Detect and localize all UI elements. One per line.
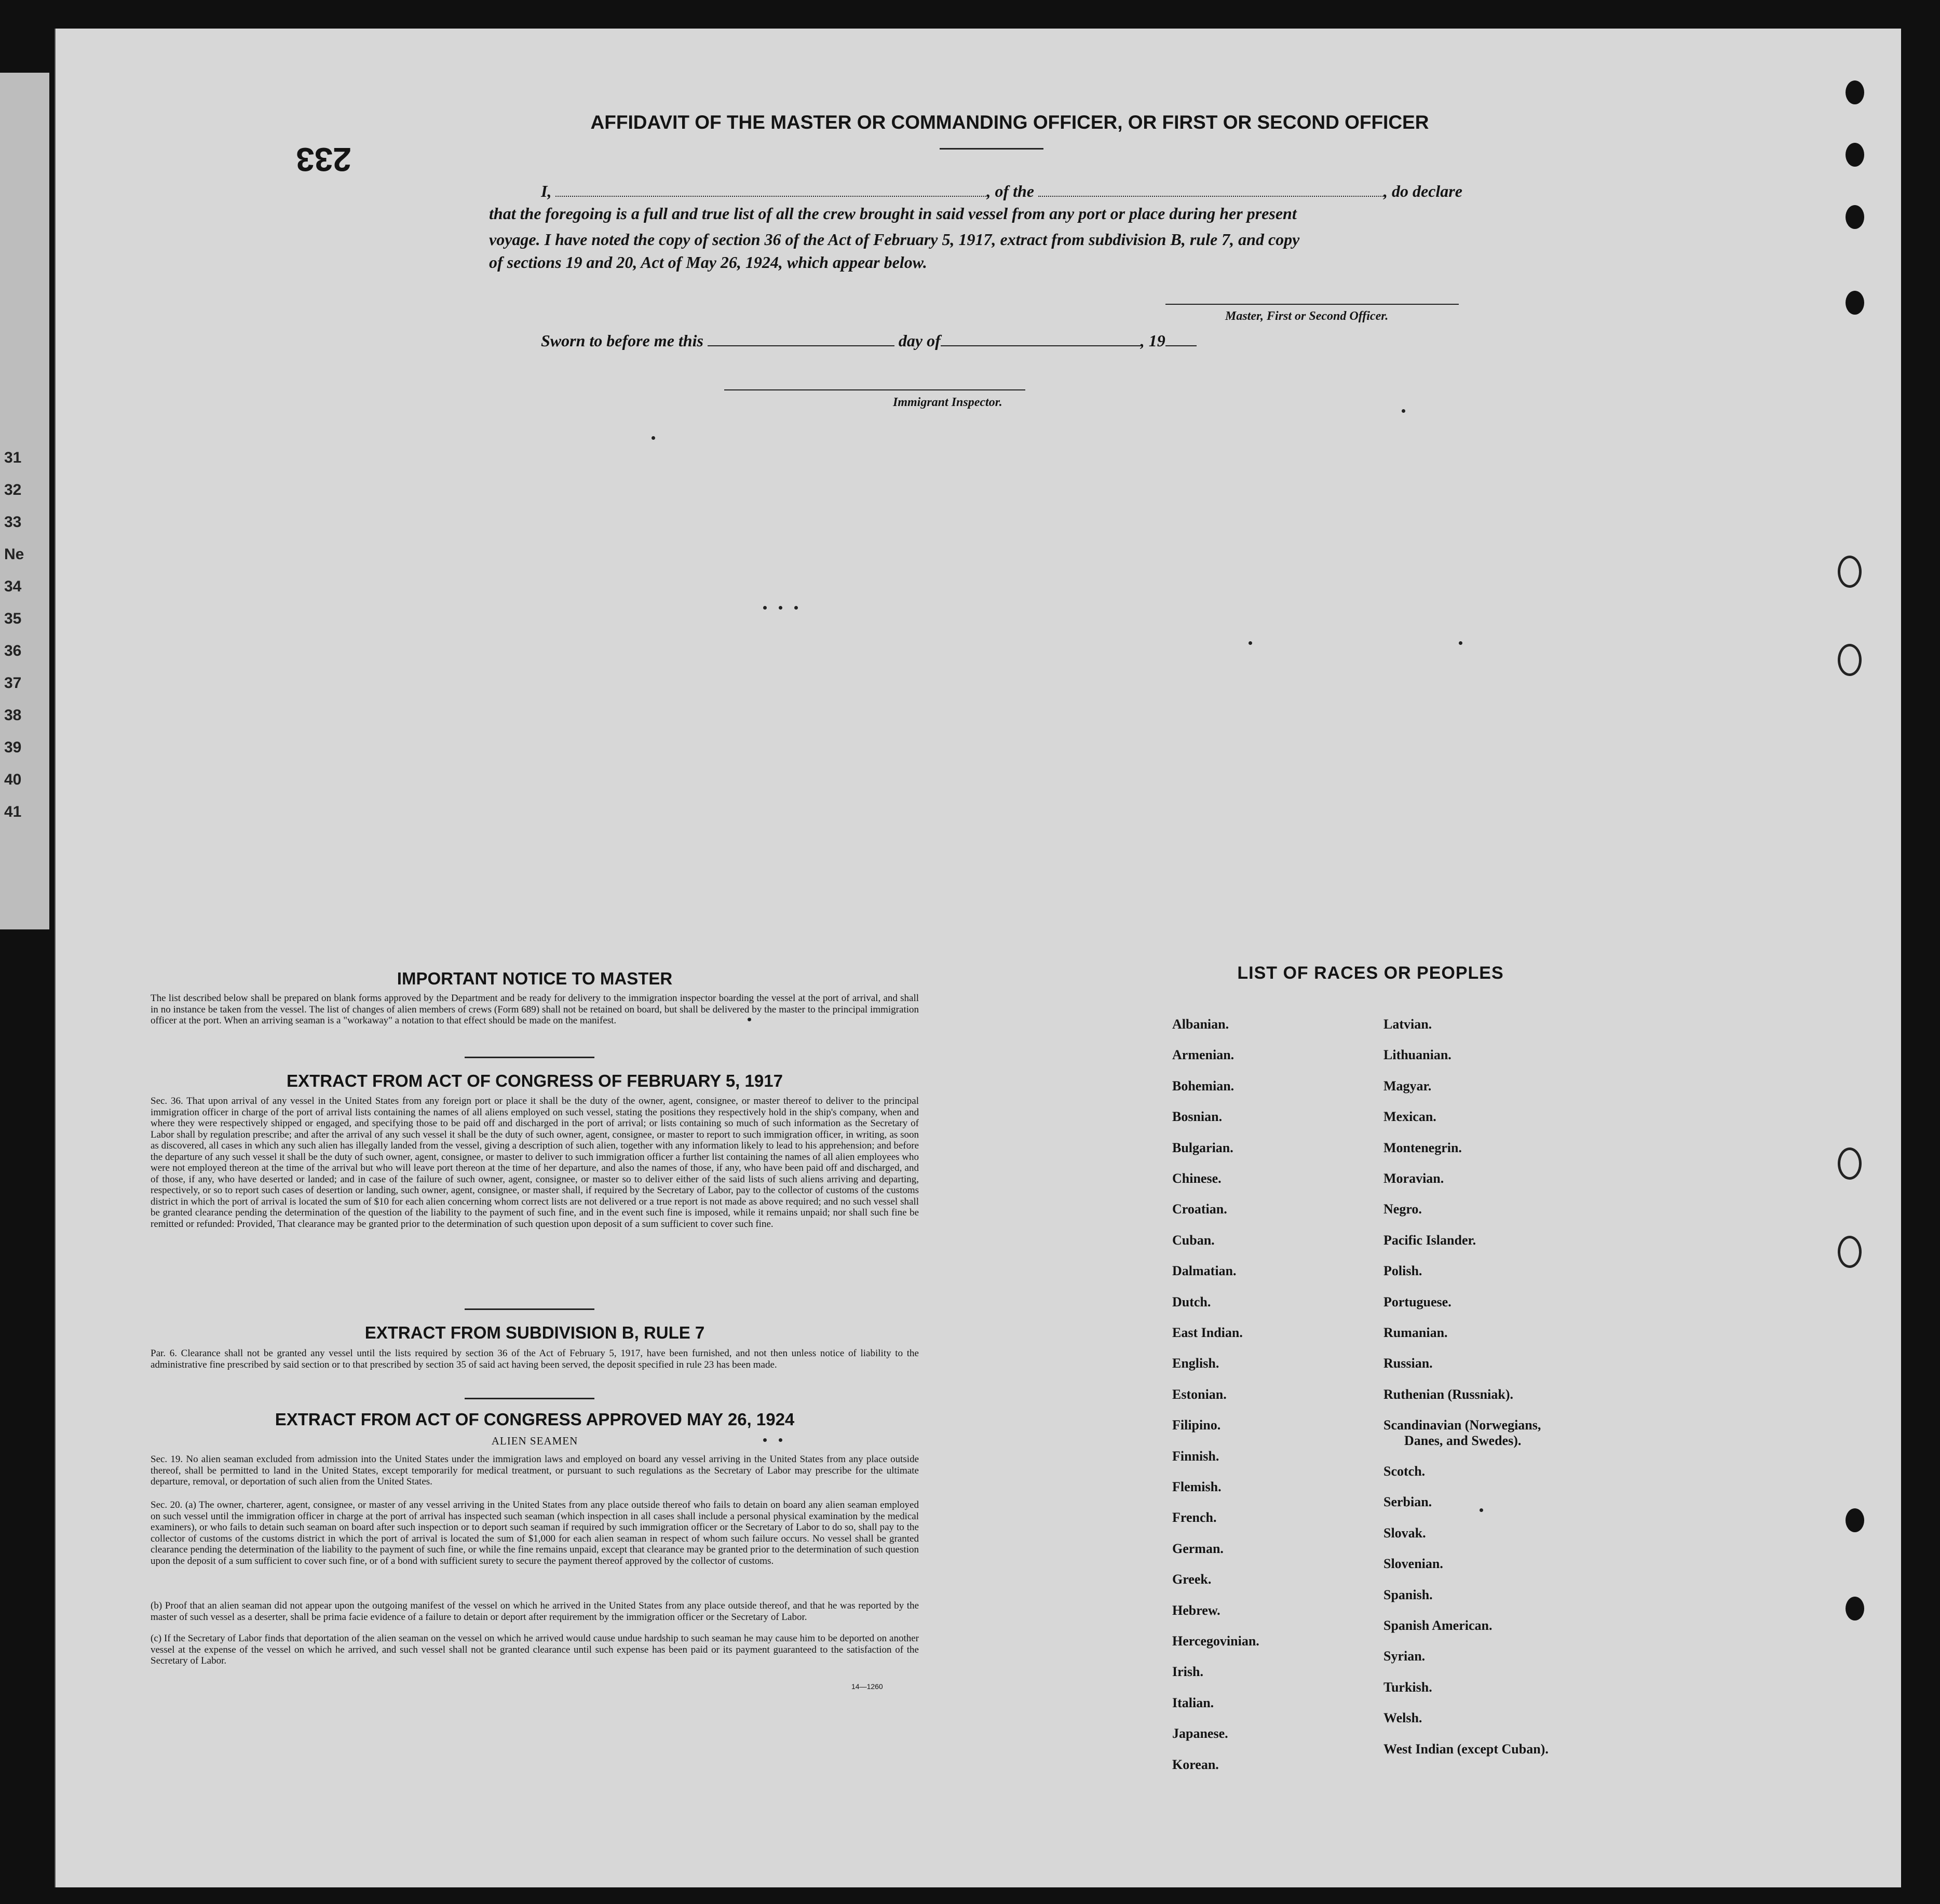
race-item: Bosnian. bbox=[1172, 1109, 1223, 1125]
race-item: Korean. bbox=[1172, 1757, 1219, 1772]
race-item: Flemish. bbox=[1172, 1479, 1222, 1494]
race-item: Croatian. bbox=[1172, 1201, 1227, 1217]
declarant-name-blank bbox=[555, 196, 986, 197]
race-item: Japanese. bbox=[1172, 1726, 1228, 1741]
alien-seamen-subtitle: ALIEN SEAMEN bbox=[491, 1435, 578, 1447]
side-line-number: 38 bbox=[4, 707, 22, 724]
binder-hole bbox=[1846, 80, 1864, 104]
race-item: Moravian. bbox=[1383, 1171, 1444, 1186]
side-line-number: 37 bbox=[4, 674, 22, 692]
rule7-title: EXTRACT FROM SUBDIVISION B, RULE 7 bbox=[364, 1323, 705, 1342]
side-line-number: 34 bbox=[4, 578, 22, 595]
scan-speck bbox=[779, 1438, 782, 1442]
extract-1917-title: EXTRACT FROM ACT OF CONGRESS OF FEBRUARY 5, 1917 bbox=[287, 1071, 783, 1090]
side-line-number: 31 bbox=[4, 449, 22, 466]
race-item: Lithuanian. bbox=[1383, 1047, 1451, 1063]
race-item: French. bbox=[1172, 1510, 1217, 1525]
race-item: Finnish. bbox=[1172, 1448, 1219, 1464]
race-item: Syrian. bbox=[1383, 1649, 1426, 1664]
race-item: Russian. bbox=[1383, 1356, 1433, 1371]
sec-20a-body: Sec. 20. (a) The owner, charterer, agent, consignee, or master of any vessel arriving in the United States from any place outside thereof who fails to detain on board any alien seaman employed on such vessel until the immigration officer in charge at the port of arrival has inspected such seaman (which inspection in all cases shall include a personal physical examination by the medical examiners), or who fails to detain such seaman on board after such inspection or to deport such seaman if required by such immigration officer or the Secretary of Labor to do so, shall pay to the collector of customs of the customs district in which the port of arrival is located the sum of $1,000 for each alien seaman in respect of whom such failure occurs. No vessel shall be granted clearance pending the determination of the liability to the payment of such fine, or while the fine remains unpaid, except that clearance may be granted prior to the determination of such question upon the deposit of a sum sufficient to cover such fine, or of a bond with sufficient surety to secure the payment thereof approved by the collector of customs. bbox=[151, 1500, 919, 1567]
extract-1924-title: EXTRACT FROM ACT OF CONGRESS APPROVED MAY 26, 1924 bbox=[275, 1410, 795, 1429]
race-item: East Indian. bbox=[1172, 1325, 1243, 1340]
page-counter: 233 bbox=[296, 141, 351, 178]
scan-speck bbox=[763, 1438, 767, 1442]
scan-speck bbox=[779, 606, 782, 610]
race-item: Italian. bbox=[1172, 1695, 1214, 1710]
race-item: Turkish. bbox=[1383, 1679, 1432, 1695]
race-item: Spanish American. bbox=[1383, 1618, 1493, 1633]
divider bbox=[465, 1308, 594, 1310]
race-item: Slovenian. bbox=[1383, 1556, 1443, 1572]
race-item: Bohemian. bbox=[1172, 1078, 1234, 1093]
declare-suffix: , do declare bbox=[1383, 182, 1462, 200]
affidavit-declarant-line bbox=[541, 182, 1512, 201]
sworn-year-blank bbox=[1165, 345, 1197, 346]
race-item: Serbian. bbox=[1383, 1494, 1432, 1510]
race-item: West Indian (except Cuban). bbox=[1383, 1741, 1549, 1757]
side-line-number: 32 bbox=[4, 481, 22, 498]
race-item: Latvian. bbox=[1383, 1017, 1432, 1032]
race-item: Pacific Islander. bbox=[1383, 1232, 1476, 1248]
binder-hole bbox=[1846, 1597, 1864, 1621]
race-item: Bulgarian. bbox=[1172, 1140, 1233, 1155]
race-item: Armenian. bbox=[1172, 1047, 1234, 1063]
side-number-strip bbox=[0, 73, 49, 929]
sworn-line bbox=[541, 331, 1268, 350]
sworn-day-blank bbox=[708, 345, 894, 346]
sworn-day-of: day of bbox=[898, 331, 941, 350]
race-item: Rumanian. bbox=[1383, 1325, 1448, 1340]
affidavit-line-2: that the foregoing is a full and true list of all the crew brought in said vessel from any port or place during her present bbox=[489, 204, 1297, 223]
sec-20b-body: (b) Proof that an alien seaman did not appear upon the outgoing manifest of the vessel on which he arrived in the United States from any place outside thereof, and that he was reported by the master of such vessel as a deserter, shall be prima facie evidence of a failure to detain or deport after requirement by the immigration officer or the Secretary of Labor. bbox=[151, 1600, 919, 1623]
vessel-prefix: , of the bbox=[986, 182, 1034, 200]
scan-speck bbox=[1480, 1508, 1483, 1512]
side-line-number: 40 bbox=[4, 771, 22, 788]
scan-speck bbox=[1459, 641, 1462, 645]
binder-ring-hole bbox=[1838, 1236, 1862, 1268]
binder-hole bbox=[1846, 143, 1864, 167]
scan-speck bbox=[794, 606, 798, 610]
side-line-number: 35 bbox=[4, 610, 22, 627]
race-item: Welsh. bbox=[1383, 1710, 1422, 1726]
race-item: Scandinavian (Norwegians, bbox=[1383, 1417, 1541, 1433]
race-item: English. bbox=[1172, 1356, 1219, 1371]
race-item: Dalmatian. bbox=[1172, 1263, 1237, 1279]
race-item: Albanian. bbox=[1172, 1017, 1229, 1032]
race-item: Estonian. bbox=[1172, 1386, 1227, 1402]
sworn-month-blank bbox=[941, 345, 1141, 346]
extract-1917-body: Sec. 36. That upon arrival of any vessel in the United States from any foreign port or place it shall be the duty of the owner, agent, consignee, or master thereof to deliver to the principal immigration officer in charge of the port of arrival lists containing the names of all aliens employed on such vessel, stating the positions they respectively hold in the ship's company, when and where they were respectively shipped or engaged, and specifying those to be paid off and discharged in the port of arrival; or lists containing so much of such information as the Secretary of Labor shall by regulation prescribe; and after the arrival of any such vessel it shall be the duty of such owner, agent, consignee, or master to report to such immigration officer, in writing, as soon as discovered, all cases in which any such alien has illegally landed from the vessel, giving a description of such alien, together with any information likely to lead to his apprehension; and before the departure of any such vessel it shall be the duty of such owner, agent, consignee, or master to deliver to such immigration officer a further list containing the names of all alien employees who were not employed thereon at the time of the arrival but who will leave port thereon at the time of her departure, and also the names of those, if any, who have been paid off and discharged, and of those, if any, who have deserted or landed; and in case of the failure of such owner, agent, consignee, or master so to deliver either of the said lists of such aliens arriving and departing, respectively, or so to report such cases of desertion or landing, such owner, agent, consignee, or master shall, if required by the Secretary of Labor, pay to the collector of customs of the customs district in which the port of arrival is located the sum of $10 for each alien concerning whom correct lists are not delivered or a true report is not made as above required; and no such vessel shall be granted clearance pending the determination of the question of the liability to the payment of such fine, and in the event such fine is imposed, while it remains unpaid; nor shall such fine be remitted or refunded: Provided, That clearance may be granted prior to the determination of such question upon deposit of a sum sufficient to cover such fine. bbox=[151, 1096, 919, 1230]
notice-body: The list described below shall be prepared on blank forms approved by the Department and be ready for delivery to the immigration inspector boarding the vessel at the port of arrival, and shall in no instance be taken from the vessel. The list of changes of alien members of crews (Form 689) shall not be retained on board, but shall be delivered by the master to the principal immigration officer at the port. When an arriving seaman is a "workaway" a notation to that effect should be made on the manifest. bbox=[151, 993, 919, 1026]
binder-ring-hole bbox=[1838, 644, 1862, 676]
race-item: Greek. bbox=[1172, 1572, 1212, 1587]
side-line-number: 39 bbox=[4, 739, 22, 756]
race-item: German. bbox=[1172, 1541, 1224, 1556]
race-item: Scotch. bbox=[1383, 1464, 1426, 1479]
race-item: Filipino. bbox=[1172, 1417, 1221, 1433]
race-item: Polish. bbox=[1383, 1263, 1422, 1279]
rule7-body: Par. 6. Clearance shall not be granted any vessel until the lists required by section 36 of the Act of February 5, 1917, have been furnished, and not then unless notice of liability to the administrative fine prescribed by said section or to that prescribed by section 35 of said act having been served, the deposit specified in rule 23 has been made. bbox=[151, 1348, 919, 1370]
inspector-signature-line bbox=[724, 389, 1025, 390]
sworn-prefix: Sworn to before me this bbox=[541, 331, 703, 350]
race-item: Danes, and Swedes). bbox=[1404, 1433, 1522, 1448]
vessel-name-blank bbox=[1038, 196, 1383, 197]
master-signature-line bbox=[1165, 304, 1459, 305]
race-item: Hebrew. bbox=[1172, 1602, 1220, 1618]
binder-hole bbox=[1846, 1508, 1864, 1532]
race-item: Negro. bbox=[1383, 1201, 1422, 1217]
race-item: Cuban. bbox=[1172, 1232, 1215, 1248]
divider bbox=[465, 1057, 594, 1058]
race-item: Slovak. bbox=[1383, 1525, 1426, 1541]
inspector-signature-label: Immigrant Inspector. bbox=[893, 396, 1002, 409]
binder-ring-hole bbox=[1838, 556, 1862, 588]
race-item: Montenegrin. bbox=[1383, 1140, 1462, 1155]
scan-speck bbox=[1249, 641, 1252, 645]
declarant-prefix: I, bbox=[541, 182, 552, 200]
scan-speck bbox=[763, 606, 767, 610]
binder-hole bbox=[1846, 291, 1864, 315]
affidavit-title: AFFIDAVIT OF THE MASTER OR COMMANDING OFFICER, OR FIRST OR SECOND OFFICER bbox=[590, 112, 1429, 133]
sworn-year-prefix: , 19 bbox=[1140, 331, 1165, 350]
affidavit-line-4: of sections 19 and 20, Act of May 26, 1924, which appear below. bbox=[489, 253, 927, 272]
side-line-number: Ne bbox=[4, 546, 24, 563]
binder-hole bbox=[1846, 205, 1864, 229]
race-item: Dutch. bbox=[1172, 1294, 1211, 1309]
sec-19-body: Sec. 19. No alien seaman excluded from admission into the United States under the immigration laws and employed on board any vessel arriving in the United States from any place outside thereof, shall be permitted to land in the United States, except temporarily for medical treatment, or pursuant to such regulations as the Secretary of Labor may prescribe for the ultimate departure, removal, or deportation of such alien from the United States. bbox=[151, 1454, 919, 1487]
side-line-number: 33 bbox=[4, 514, 22, 531]
title-underline bbox=[940, 148, 1043, 150]
race-item: Ruthenian (Russniak). bbox=[1383, 1386, 1513, 1402]
races-title: LIST OF RACES OR PEOPLES bbox=[1237, 963, 1504, 983]
race-item: Portuguese. bbox=[1383, 1294, 1451, 1309]
sec-20c-body: (c) If the Secretary of Labor finds that deportation of the alien seaman on the vessel on which he arrived would cause undue hardship to such seaman he may cause him to be deported on another vessel at the expense of the vessel on which he arrived, and such vessel shall not be granted clearance until such expense has been paid or its payment guaranteed to the satisfaction of the Secretary of Labor. bbox=[151, 1633, 919, 1666]
race-item: Spanish. bbox=[1383, 1587, 1433, 1602]
race-item: Mexican. bbox=[1383, 1109, 1436, 1125]
scan-speck bbox=[748, 1018, 751, 1021]
race-item: Magyar. bbox=[1383, 1078, 1432, 1093]
race-item: Hercegovinian. bbox=[1172, 1633, 1259, 1649]
scan-speck bbox=[652, 436, 655, 440]
scan-speck bbox=[1402, 409, 1405, 413]
race-item: Chinese. bbox=[1172, 1171, 1222, 1186]
side-line-number: 36 bbox=[4, 642, 22, 659]
master-signature-label: Master, First or Second Officer. bbox=[1225, 309, 1389, 323]
notice-title: IMPORTANT NOTICE TO MASTER bbox=[397, 969, 673, 988]
race-item: Irish. bbox=[1172, 1664, 1203, 1680]
side-line-number: 41 bbox=[4, 803, 22, 820]
divider bbox=[465, 1398, 594, 1399]
form-number: 14—1260 bbox=[851, 1682, 883, 1691]
affidavit-line-3: voyage. I have noted the copy of section 36 of the Act of February 5, 1917, extract from subdivision B, rule 7, and copy bbox=[489, 230, 1300, 249]
binder-ring-hole bbox=[1838, 1147, 1862, 1180]
